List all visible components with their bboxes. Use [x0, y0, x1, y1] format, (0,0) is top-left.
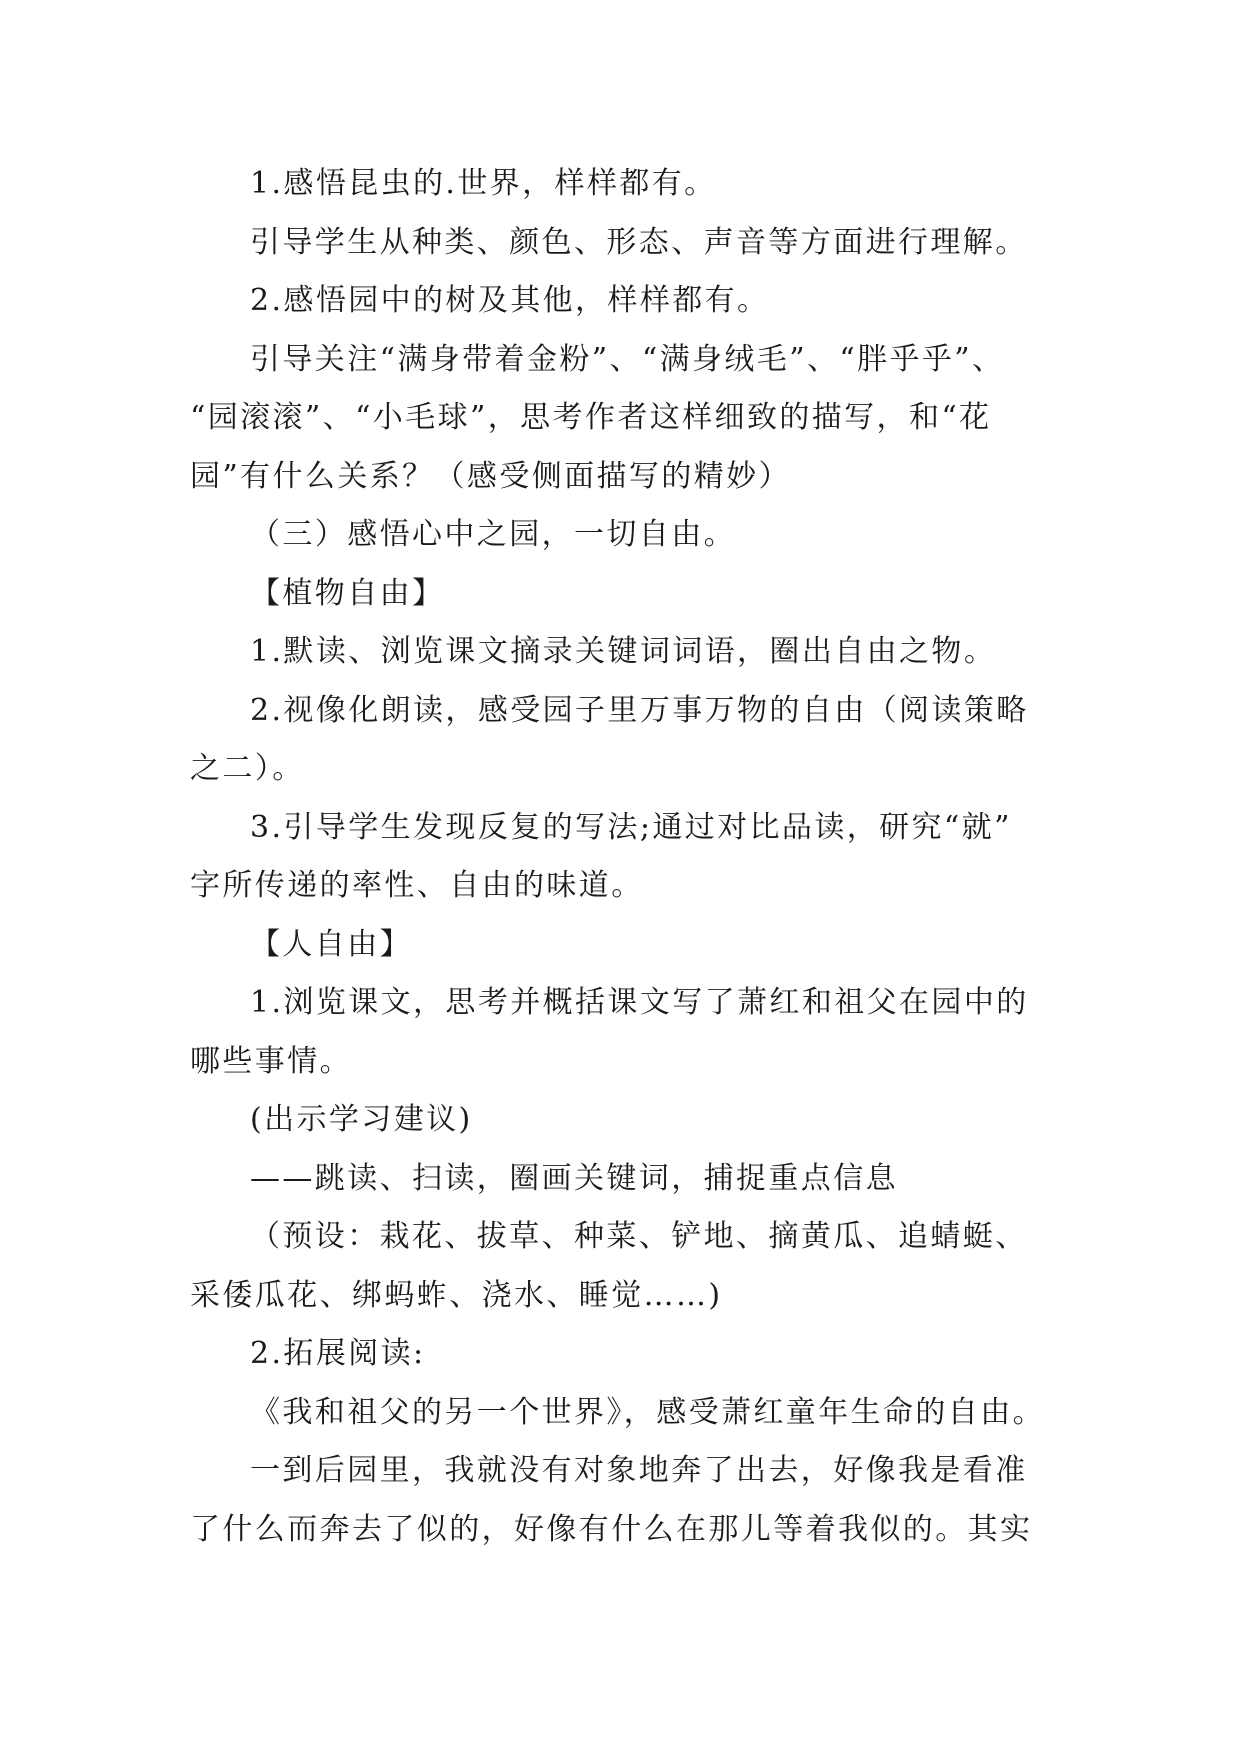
paragraph-line-23: 一到后园里，我就没有对象地奔了出去，好像我是看准 — [250, 1453, 1028, 1488]
section-heading: （三）感悟心中之园，一切自由。 — [250, 517, 736, 552]
paragraph-line-18: ——跳读、扫读，圈画关键词，捕捉重点信息 — [250, 1160, 898, 1196]
subsection-heading-people: 【人自由】 — [250, 926, 412, 962]
paragraph-line-9: 1.默读、浏览课文摘录关键词词语，圈出自由之物。 — [250, 634, 997, 669]
paragraph-line-12: 3.引导学生发现反复的写法;通过对比品读，研究“就” — [250, 809, 1012, 845]
subsection-heading-plants: 【植物自由】 — [250, 575, 445, 611]
paragraph-line-22: 《我和祖父的另一个世界》，感受萧红童年生命的自由。 — [250, 1394, 1045, 1430]
paragraph-line-3: 2.感悟园中的树及其他，样样都有。 — [250, 283, 770, 318]
paragraph-line-19: （预设：栽花、拔草、种菜、铲地、摘黄瓜、追蜻蜓、 — [250, 1219, 1028, 1254]
paragraph-line-2: 引导学生从种类、颜色、形态、声音等方面进行理解。 — [250, 224, 1028, 260]
paragraph-line-13: 字所传递的率性、自由的味道。 — [190, 868, 644, 903]
paragraph-line-6: 园”有什么关系？（感受侧面描写的精妙） — [190, 458, 791, 494]
document-body — [190, 155, 1060, 1559]
paragraph-line-16: 哪些事情。 — [190, 1043, 352, 1079]
paragraph-line-11: 之二）。 — [190, 751, 305, 786]
paragraph-line-20: 采倭瓜花、绑蚂蚱、浇水、睡觉……) — [190, 1277, 723, 1313]
paragraph-line-4: 引导关注“满身带着金粉”、“满身绒毛”、“胖乎乎”、 — [250, 341, 1005, 377]
paragraph-line-21: 2.拓展阅读: — [250, 1336, 426, 1371]
paragraph-line-10: 2.视像化朗读，感受园子里万事万物的自由（阅读策略 — [250, 692, 1029, 728]
paragraph-line-5: “园滚滚”、“小毛球”，思考作者这样细致的描写，和“花 — [190, 400, 992, 435]
paragraph-line-24: 了什么而奔去了似的，好像有什么在那儿等着我似的。其实 — [190, 1511, 1033, 1547]
paragraph-line-17: (出示学习建议) — [250, 1102, 473, 1137]
paragraph-line-1: 1.感悟昆虫的.世界，样样都有。 — [250, 166, 717, 201]
paragraph-line-15: 1.浏览课文，思考并概括课文写了萧红和祖父在园中的 — [250, 985, 1029, 1020]
